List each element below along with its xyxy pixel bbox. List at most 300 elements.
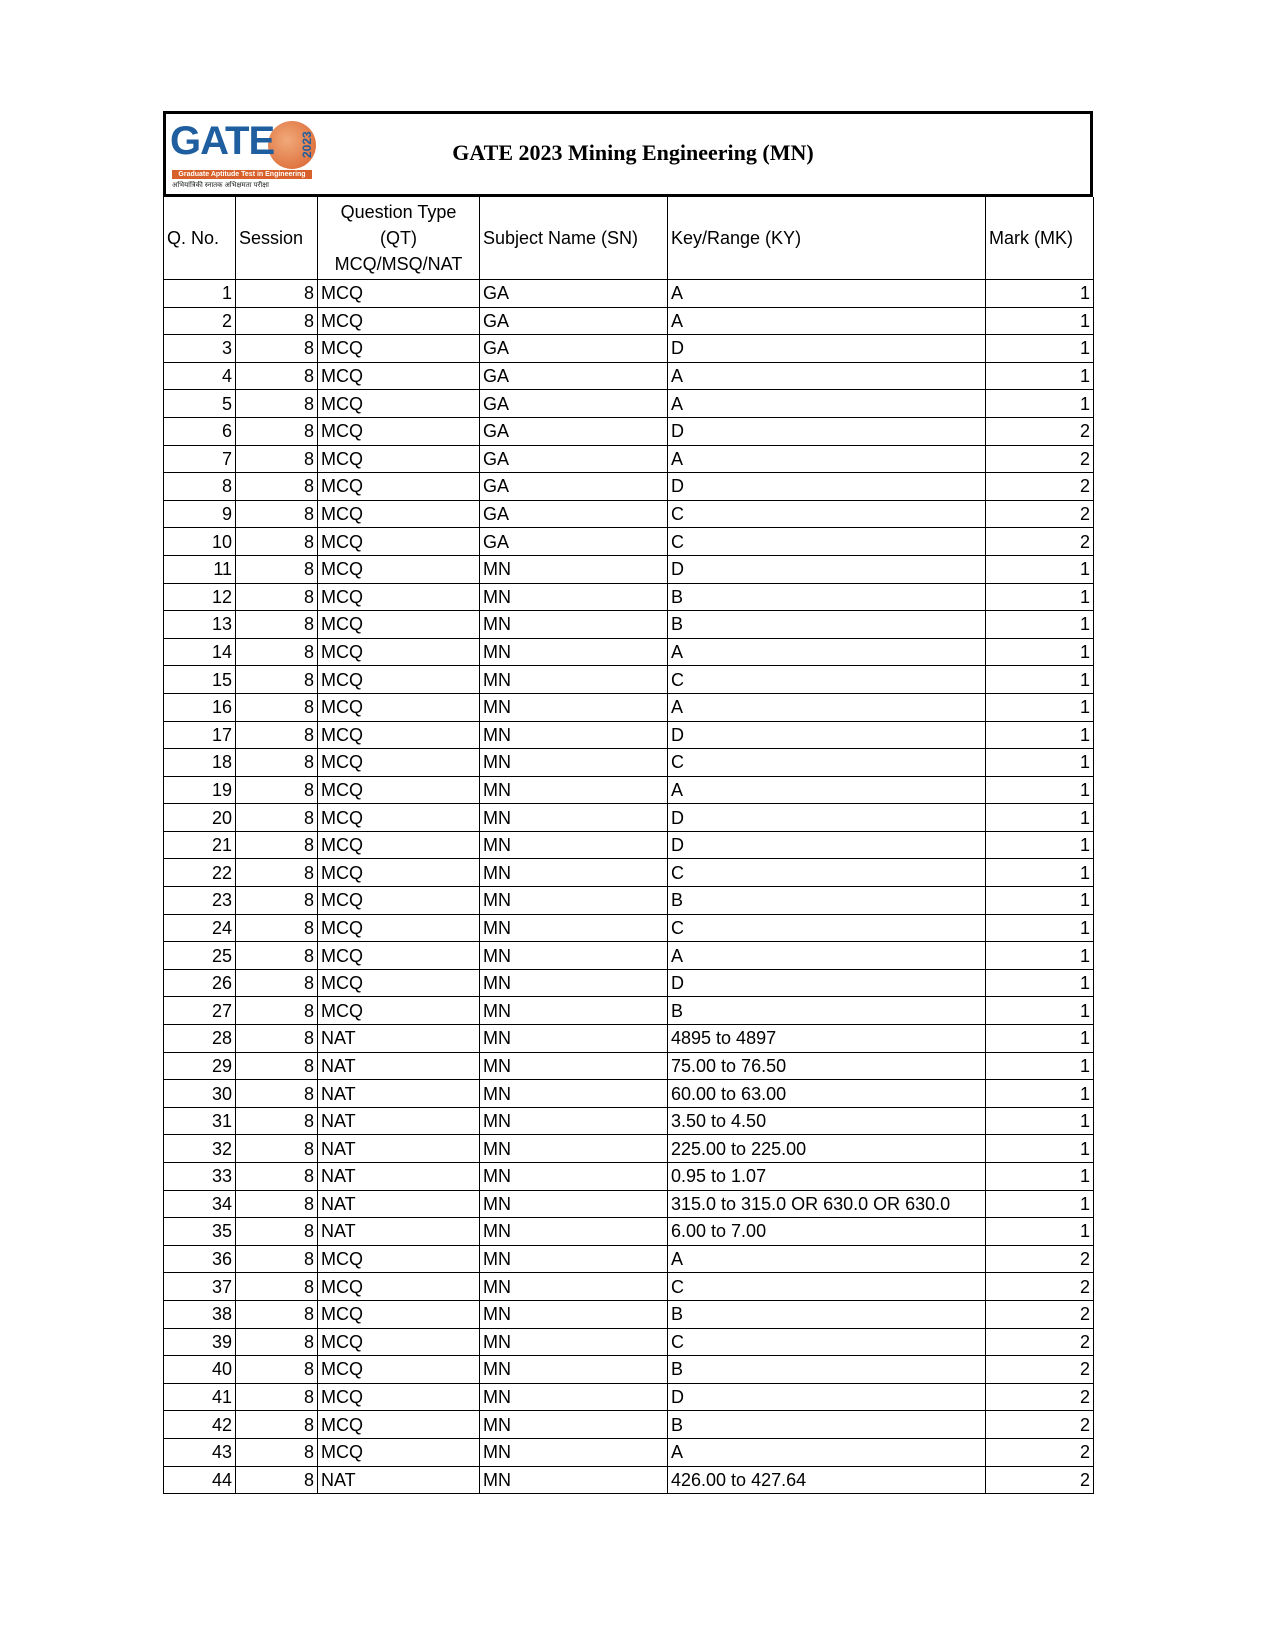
cell-mark: 1 — [986, 1163, 1094, 1191]
cell-session: 8 — [236, 914, 318, 942]
cell-subject: MN — [480, 1411, 668, 1439]
cell-question-type: MCQ — [318, 914, 480, 942]
table-row — [164, 1300, 1094, 1328]
answer-key-table — [163, 197, 1094, 1494]
col-header-session: Session — [236, 197, 318, 280]
cell-key: 75.00 to 76.50 — [668, 1052, 986, 1080]
table-row — [164, 666, 1094, 694]
answer-key-sheet — [163, 111, 1093, 1494]
cell-session: 8 — [236, 1328, 318, 1356]
table-row — [164, 555, 1094, 583]
cell-question-type: MCQ — [318, 1356, 480, 1384]
cell-question-type: MCQ — [318, 749, 480, 777]
logo-hindi-text: अभियांत्रिकी स्नातक अभिक्षमता परीक्षा — [172, 182, 269, 189]
cell-qno: 31 — [164, 1107, 236, 1135]
cell-mark: 1 — [986, 1135, 1094, 1163]
cell-subject: MN — [480, 997, 668, 1025]
table-row — [164, 362, 1094, 390]
cell-qno: 21 — [164, 831, 236, 859]
cell-subject: MN — [480, 831, 668, 859]
cell-session: 8 — [236, 1245, 318, 1273]
table-row — [164, 1466, 1094, 1494]
cell-question-type: MCQ — [318, 1245, 480, 1273]
cell-mark: 1 — [986, 638, 1094, 666]
cell-question-type: MCQ — [318, 666, 480, 694]
table-row — [164, 473, 1094, 501]
cell-key: A — [668, 445, 986, 473]
table-row — [164, 997, 1094, 1025]
cell-mark: 1 — [986, 1025, 1094, 1053]
table-row — [164, 583, 1094, 611]
cell-subject: MN — [480, 1052, 668, 1080]
cell-key: D — [668, 417, 986, 445]
cell-session: 8 — [236, 997, 318, 1025]
table-row — [164, 1438, 1094, 1466]
cell-key: A — [668, 1245, 986, 1273]
cell-subject: MN — [480, 887, 668, 915]
cell-question-type: MCQ — [318, 831, 480, 859]
cell-qno: 8 — [164, 473, 236, 501]
table-row — [164, 749, 1094, 777]
cell-mark: 1 — [986, 1107, 1094, 1135]
logo-year: 2023 — [300, 131, 314, 159]
cell-subject: MN — [480, 1328, 668, 1356]
table-row — [164, 1052, 1094, 1080]
cell-subject: GA — [480, 362, 668, 390]
table-row — [164, 969, 1094, 997]
cell-qno: 41 — [164, 1383, 236, 1411]
table-row — [164, 445, 1094, 473]
cell-qno: 38 — [164, 1300, 236, 1328]
cell-question-type: MCQ — [318, 721, 480, 749]
cell-question-type: NAT — [318, 1080, 480, 1108]
table-row — [164, 942, 1094, 970]
cell-key: C — [668, 666, 986, 694]
cell-key: D — [668, 804, 986, 832]
cell-subject: MN — [480, 914, 668, 942]
page-title: GATE 2023 Mining Engineering (MN) — [452, 140, 814, 165]
cell-subject: MN — [480, 583, 668, 611]
cell-key: 3.50 to 4.50 — [668, 1107, 986, 1135]
cell-qno: 40 — [164, 1356, 236, 1384]
cell-session: 8 — [236, 666, 318, 694]
cell-mark: 1 — [986, 859, 1094, 887]
cell-key: B — [668, 611, 986, 639]
cell-qno: 14 — [164, 638, 236, 666]
cell-session: 8 — [236, 1300, 318, 1328]
cell-subject: MN — [480, 1383, 668, 1411]
cell-mark: 2 — [986, 1466, 1094, 1494]
cell-session: 8 — [236, 638, 318, 666]
table-row — [164, 638, 1094, 666]
cell-qno: 5 — [164, 390, 236, 418]
cell-session: 8 — [236, 1438, 318, 1466]
cell-subject: MN — [480, 666, 668, 694]
header-box — [163, 111, 1093, 197]
cell-mark: 2 — [986, 473, 1094, 501]
cell-mark: 1 — [986, 721, 1094, 749]
cell-subject: GA — [480, 335, 668, 363]
cell-mark: 2 — [986, 1245, 1094, 1273]
cell-key: D — [668, 721, 986, 749]
cell-question-type: MCQ — [318, 1411, 480, 1439]
cell-qno: 29 — [164, 1052, 236, 1080]
cell-key: B — [668, 583, 986, 611]
cell-question-type: MCQ — [318, 555, 480, 583]
cell-session: 8 — [236, 749, 318, 777]
cell-subject: MN — [480, 749, 668, 777]
cell-qno: 17 — [164, 721, 236, 749]
cell-qno: 39 — [164, 1328, 236, 1356]
cell-session: 8 — [236, 1466, 318, 1494]
cell-session: 8 — [236, 1411, 318, 1439]
cell-subject: MN — [480, 942, 668, 970]
cell-subject: MN — [480, 1300, 668, 1328]
cell-question-type: MCQ — [318, 473, 480, 501]
cell-key: C — [668, 914, 986, 942]
cell-question-type: MCQ — [318, 611, 480, 639]
cell-mark: 1 — [986, 390, 1094, 418]
cell-qno: 9 — [164, 500, 236, 528]
cell-session: 8 — [236, 500, 318, 528]
cell-session: 8 — [236, 611, 318, 639]
cell-key: D — [668, 831, 986, 859]
cell-session: 8 — [236, 721, 318, 749]
cell-key: 225.00 to 225.00 — [668, 1135, 986, 1163]
cell-mark: 1 — [986, 804, 1094, 832]
col-header-qno: Q. No. — [164, 197, 236, 280]
cell-session: 8 — [236, 1383, 318, 1411]
cell-key: A — [668, 307, 986, 335]
cell-session: 8 — [236, 1163, 318, 1191]
cell-key: 0.95 to 1.07 — [668, 1163, 986, 1191]
cell-key: D — [668, 969, 986, 997]
cell-mark: 1 — [986, 1190, 1094, 1218]
cell-key: B — [668, 997, 986, 1025]
cell-subject: MN — [480, 1107, 668, 1135]
cell-subject: MN — [480, 1356, 668, 1384]
cell-subject: GA — [480, 473, 668, 501]
cell-key: 60.00 to 63.00 — [668, 1080, 986, 1108]
table-row — [164, 693, 1094, 721]
cell-qno: 4 — [164, 362, 236, 390]
table-row — [164, 417, 1094, 445]
table-row — [164, 1025, 1094, 1053]
cell-session: 8 — [236, 417, 318, 445]
table-row — [164, 887, 1094, 915]
table-row — [164, 335, 1094, 363]
cell-session: 8 — [236, 1107, 318, 1135]
cell-subject: MN — [480, 1245, 668, 1273]
cell-question-type: MCQ — [318, 1383, 480, 1411]
cell-question-type: MCQ — [318, 693, 480, 721]
table-row — [164, 1080, 1094, 1108]
cell-session: 8 — [236, 859, 318, 887]
cell-qno: 42 — [164, 1411, 236, 1439]
cell-qno: 27 — [164, 997, 236, 1025]
cell-question-type: NAT — [318, 1163, 480, 1191]
cell-key: D — [668, 473, 986, 501]
cell-subject: MN — [480, 693, 668, 721]
col-header-mark: Mark (MK) — [986, 197, 1094, 280]
cell-qno: 35 — [164, 1218, 236, 1246]
cell-subject: MN — [480, 969, 668, 997]
cell-key: A — [668, 942, 986, 970]
cell-qno: 24 — [164, 914, 236, 942]
cell-question-type: MCQ — [318, 1273, 480, 1301]
cell-question-type: MCQ — [318, 500, 480, 528]
cell-mark: 1 — [986, 693, 1094, 721]
cell-key: A — [668, 776, 986, 804]
cell-key: D — [668, 555, 986, 583]
table-row — [164, 1411, 1094, 1439]
table-row — [164, 721, 1094, 749]
cell-mark: 1 — [986, 997, 1094, 1025]
cell-subject: MN — [480, 611, 668, 639]
cell-key: C — [668, 859, 986, 887]
cell-mark: 2 — [986, 1300, 1094, 1328]
cell-key: B — [668, 1411, 986, 1439]
cell-key: C — [668, 1328, 986, 1356]
cell-session: 8 — [236, 1080, 318, 1108]
cell-question-type: NAT — [318, 1218, 480, 1246]
cell-question-type: MCQ — [318, 942, 480, 970]
cell-key: 4895 to 4897 — [668, 1025, 986, 1053]
cell-key: A — [668, 1438, 986, 1466]
cell-key: C — [668, 1273, 986, 1301]
qt-header-line: Question Type — [340, 202, 457, 222]
cell-mark: 1 — [986, 887, 1094, 915]
cell-key: B — [668, 1300, 986, 1328]
cell-qno: 1 — [164, 280, 236, 308]
cell-qno: 16 — [164, 693, 236, 721]
cell-session: 8 — [236, 1025, 318, 1053]
cell-session: 8 — [236, 1218, 318, 1246]
table-row — [164, 528, 1094, 556]
cell-key: B — [668, 1356, 986, 1384]
cell-question-type: MCQ — [318, 1300, 480, 1328]
cell-subject: GA — [480, 500, 668, 528]
table-row — [164, 804, 1094, 832]
cell-question-type: MCQ — [318, 859, 480, 887]
cell-session: 8 — [236, 1190, 318, 1218]
cell-question-type: NAT — [318, 1190, 480, 1218]
cell-mark: 2 — [986, 500, 1094, 528]
cell-mark: 1 — [986, 1052, 1094, 1080]
cell-question-type: NAT — [318, 1135, 480, 1163]
cell-subject: MN — [480, 1218, 668, 1246]
cell-subject: MN — [480, 555, 668, 583]
cell-key: 6.00 to 7.00 — [668, 1218, 986, 1246]
cell-mark: 1 — [986, 914, 1094, 942]
table-row — [164, 1273, 1094, 1301]
cell-key: A — [668, 390, 986, 418]
cell-subject: MN — [480, 1190, 668, 1218]
cell-subject: MN — [480, 1466, 668, 1494]
table-body — [164, 280, 1094, 1494]
cell-qno: 44 — [164, 1466, 236, 1494]
cell-session: 8 — [236, 555, 318, 583]
cell-qno: 25 — [164, 942, 236, 970]
cell-subject: MN — [480, 721, 668, 749]
cell-qno: 18 — [164, 749, 236, 777]
cell-mark: 1 — [986, 666, 1094, 694]
table-row — [164, 1356, 1094, 1384]
table-row — [164, 1107, 1094, 1135]
cell-question-type: MCQ — [318, 417, 480, 445]
cell-mark: 1 — [986, 362, 1094, 390]
table-row — [164, 307, 1094, 335]
cell-session: 8 — [236, 280, 318, 308]
cell-session: 8 — [236, 1356, 318, 1384]
cell-mark: 2 — [986, 1356, 1094, 1384]
table-row — [164, 1328, 1094, 1356]
cell-subject: MN — [480, 804, 668, 832]
cell-qno: 12 — [164, 583, 236, 611]
cell-qno: 10 — [164, 528, 236, 556]
table-row — [164, 1135, 1094, 1163]
cell-mark: 1 — [986, 942, 1094, 970]
cell-key: D — [668, 1383, 986, 1411]
cell-session: 8 — [236, 969, 318, 997]
cell-qno: 6 — [164, 417, 236, 445]
cell-question-type: NAT — [318, 1107, 480, 1135]
table-row — [164, 1245, 1094, 1273]
cell-mark: 1 — [986, 1080, 1094, 1108]
cell-qno: 30 — [164, 1080, 236, 1108]
cell-session: 8 — [236, 1135, 318, 1163]
table-row — [164, 1190, 1094, 1218]
cell-session: 8 — [236, 1052, 318, 1080]
cell-qno: 26 — [164, 969, 236, 997]
table-row — [164, 776, 1094, 804]
table-row — [164, 859, 1094, 887]
cell-mark: 2 — [986, 1438, 1094, 1466]
cell-question-type: MCQ — [318, 969, 480, 997]
col-header-question-type — [318, 197, 480, 280]
table-row — [164, 390, 1094, 418]
cell-question-type: MCQ — [318, 887, 480, 915]
cell-key: A — [668, 280, 986, 308]
cell-key: B — [668, 887, 986, 915]
cell-mark: 1 — [986, 555, 1094, 583]
cell-question-type: MCQ — [318, 776, 480, 804]
cell-qno: 7 — [164, 445, 236, 473]
cell-key: A — [668, 638, 986, 666]
cell-subject: MN — [480, 776, 668, 804]
cell-mark: 2 — [986, 1328, 1094, 1356]
table-row — [164, 1383, 1094, 1411]
cell-question-type: MCQ — [318, 335, 480, 363]
cell-subject: MN — [480, 1135, 668, 1163]
table-row — [164, 611, 1094, 639]
cell-qno: 34 — [164, 1190, 236, 1218]
cell-mark: 1 — [986, 611, 1094, 639]
qt-header-line: MCQ/MSQ/NAT — [334, 254, 463, 274]
table-row — [164, 831, 1094, 859]
logo-word: GATE — [170, 119, 275, 163]
col-header-subject: Subject Name (SN) — [480, 197, 668, 280]
cell-session: 8 — [236, 307, 318, 335]
cell-session: 8 — [236, 473, 318, 501]
cell-session: 8 — [236, 445, 318, 473]
cell-mark: 1 — [986, 1218, 1094, 1246]
qt-header-line: (QT) — [380, 228, 417, 248]
cell-mark: 1 — [986, 831, 1094, 859]
cell-session: 8 — [236, 528, 318, 556]
cell-key: C — [668, 528, 986, 556]
cell-qno: 37 — [164, 1273, 236, 1301]
cell-session: 8 — [236, 942, 318, 970]
table-row — [164, 280, 1094, 308]
cell-mark: 2 — [986, 1383, 1094, 1411]
cell-mark: 1 — [986, 776, 1094, 804]
cell-mark: 1 — [986, 307, 1094, 335]
cell-question-type: NAT — [318, 1025, 480, 1053]
cell-qno: 28 — [164, 1025, 236, 1053]
cell-mark: 1 — [986, 335, 1094, 363]
cell-question-type: MCQ — [318, 307, 480, 335]
cell-question-type: MCQ — [318, 528, 480, 556]
cell-session: 8 — [236, 887, 318, 915]
cell-question-type: MCQ — [318, 804, 480, 832]
cell-question-type: MCQ — [318, 1438, 480, 1466]
table-header-row — [164, 197, 1094, 280]
cell-question-type: MCQ — [318, 390, 480, 418]
cell-question-type: MCQ — [318, 362, 480, 390]
cell-qno: 13 — [164, 611, 236, 639]
cell-question-type: NAT — [318, 1052, 480, 1080]
cell-key: A — [668, 362, 986, 390]
cell-key: 315.0 to 315.0 OR 630.0 OR 630.0 — [668, 1190, 986, 1218]
cell-qno: 33 — [164, 1163, 236, 1191]
cell-subject: MN — [480, 859, 668, 887]
cell-session: 8 — [236, 362, 318, 390]
cell-subject: MN — [480, 1438, 668, 1466]
cell-key: C — [668, 500, 986, 528]
cell-question-type: MCQ — [318, 280, 480, 308]
logo-band-text: Graduate Aptitude Test in Engineering — [172, 170, 312, 179]
cell-mark: 2 — [986, 1411, 1094, 1439]
col-header-key: Key/Range (KY) — [668, 197, 986, 280]
cell-key: 426.00 to 427.64 — [668, 1466, 986, 1494]
cell-mark: 1 — [986, 969, 1094, 997]
cell-subject: GA — [480, 307, 668, 335]
cell-mark: 1 — [986, 749, 1094, 777]
cell-mark: 2 — [986, 445, 1094, 473]
cell-qno: 3 — [164, 335, 236, 363]
cell-session: 8 — [236, 583, 318, 611]
cell-question-type: MCQ — [318, 638, 480, 666]
cell-key: A — [668, 693, 986, 721]
cell-key: C — [668, 749, 986, 777]
cell-subject: MN — [480, 1025, 668, 1053]
cell-qno: 32 — [164, 1135, 236, 1163]
cell-subject: MN — [480, 638, 668, 666]
cell-session: 8 — [236, 693, 318, 721]
cell-question-type: MCQ — [318, 1328, 480, 1356]
cell-subject: MN — [480, 1273, 668, 1301]
cell-mark: 2 — [986, 1273, 1094, 1301]
cell-question-type: NAT — [318, 1466, 480, 1494]
cell-mark: 1 — [986, 583, 1094, 611]
cell-qno: 22 — [164, 859, 236, 887]
cell-subject: GA — [480, 417, 668, 445]
cell-subject: GA — [480, 280, 668, 308]
cell-subject: MN — [480, 1080, 668, 1108]
cell-session: 8 — [236, 335, 318, 363]
cell-qno: 23 — [164, 887, 236, 915]
